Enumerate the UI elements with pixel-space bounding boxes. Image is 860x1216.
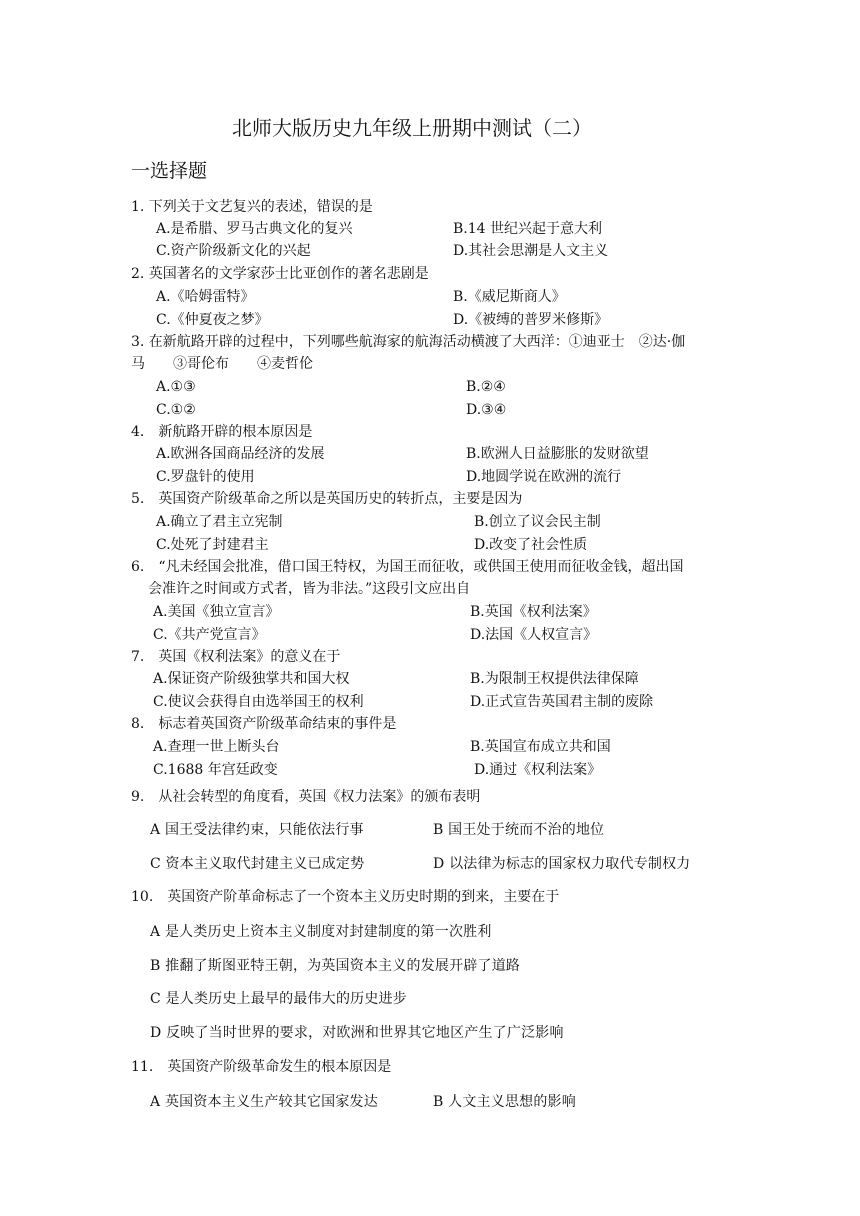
q4-option-c: C.罗盘针的使用 — [156, 469, 255, 485]
q6-option-d: D.法国《人权宣言》 — [470, 627, 598, 643]
q8-option-b: B.英国宣布成立共和国 — [470, 739, 611, 755]
q5-option-c: C.处死了封建君主 — [156, 537, 269, 553]
question-6-stem-line2: 会准许之时间或方式者，皆为非法。”这段引文应出自 — [148, 581, 471, 597]
q2-option-d: D.《被缚的普罗米修斯》 — [453, 312, 609, 328]
q9-option-c: C 资本主义取代封建主义已成定势 — [150, 856, 365, 872]
question-9-stem: 9. 从社会转型的角度看，英国《权力法案》的颁布表明 — [131, 789, 481, 805]
q5-option-a: A.确立了君主立宪制 — [156, 514, 283, 530]
q9-option-b: B 国王处于统而不治的地位 — [433, 822, 605, 838]
q4-option-d: D.地圆学说在欧洲的流行 — [466, 469, 622, 485]
q9-option-d: D 以法律为标志的国家权力取代专制权力 — [433, 856, 691, 872]
q3-option-b: B.②④ — [466, 379, 506, 395]
q1-option-c: C.资产阶级新文化的兴起 — [156, 243, 311, 259]
q1-option-d: D.其社会思潮是人文主义 — [453, 243, 609, 259]
q10-option-a: A 是人类历史上资本主义制度对封建制度的第一次胜利 — [150, 924, 492, 940]
q11-option-b: B 人文主义思想的影响 — [433, 1094, 576, 1110]
q2-option-b: B.《威尼斯商人》 — [453, 289, 566, 305]
q2-option-c: C.《仲夏夜之梦》 — [156, 312, 269, 328]
q10-option-c: C 是人类历史上最早的最伟大的历史进步 — [150, 991, 407, 1007]
q3-option-d: D.③④ — [466, 402, 507, 418]
exam-title: 北师大版历史九年级上册期中测试（二） — [232, 116, 592, 140]
question-10-stem: 10. 英国资产阶革命标志了一个资本主义历史时期的到来，主要在于 — [131, 889, 560, 905]
q8-option-c: C.1688 年宫廷政变 — [153, 762, 278, 778]
q5-option-b: B.创立了议会民主制 — [474, 514, 601, 530]
q7-option-b: B.为限制王权提供法律保障 — [470, 671, 639, 687]
question-11-stem: 11. 英国资产阶级革命发生的根本原因是 — [131, 1059, 392, 1075]
q2-option-a: A.《哈姆雷特》 — [156, 289, 255, 305]
question-7-stem: 7. 英国《权利法案》的意义在于 — [131, 649, 341, 665]
q3-option-c: C.①② — [156, 402, 196, 418]
q3-option-a: A.①③ — [156, 379, 196, 395]
q7-option-a: A.保证资产阶级独掌共和国大权 — [153, 671, 350, 687]
q4-option-b: B.欧洲人日益膨胀的发财欲望 — [466, 446, 649, 462]
q6-option-b: B.英国《权利法案》 — [470, 604, 597, 620]
q4-option-a: A.欧洲各国商品经济的发展 — [156, 446, 325, 462]
q5-option-d: D.改变了社会性质 — [474, 537, 588, 553]
question-1-stem: 1. 下列关于文艺复兴的表述，错误的是 — [131, 199, 373, 215]
section-heading: 一选择题 — [131, 160, 208, 182]
question-4-stem: 4. 新航路开辟的根本原因是 — [131, 424, 313, 440]
q6-option-a: A.美国《独立宣言》 — [153, 604, 280, 620]
question-6-stem-line1: 6. “凡未经国会批准，借口国王特权，为国王而征收，或供国王使用而征收金钱，超出国 — [131, 559, 684, 575]
q10-option-d: D 反映了当时世界的要求，对欧洲和世界其它地区产生了广泛影响 — [150, 1025, 564, 1041]
q10-option-b: B 推翻了斯图亚特王朝，为英国资本主义的发展开辟了道路 — [150, 958, 521, 974]
q8-option-a: A.查理一世上断头台 — [153, 739, 280, 755]
question-3-stem-line2: 马 ③哥伦布 ④麦哲伦 — [131, 356, 313, 372]
q7-option-c: C.使议会获得自由选举国王的权利 — [153, 694, 364, 710]
question-2-stem: 2. 英国著名的文学家莎士比亚创作的著名悲剧是 — [131, 266, 429, 282]
q9-option-a: A 国王受法律约束，只能依法行事 — [150, 822, 364, 838]
q1-option-a: A.是希腊、罗马古典文化的复兴 — [156, 221, 353, 237]
q7-option-d: D.正式宣告英国君主制的废除 — [470, 694, 654, 710]
question-5-stem: 5. 英国资产阶级革命之所以是英国历史的转折点，主要是因为 — [131, 491, 523, 507]
q8-option-d: D.通过《权利法案》 — [474, 762, 602, 778]
q11-option-a: A 英国资本主义生产较其它国家发达 — [150, 1094, 378, 1110]
q1-option-b: B.14 世纪兴起于意大利 — [453, 221, 603, 237]
question-3-stem-line1: 3. 在新航路开辟的过程中，下列哪些航海家的航海活动横渡了大西洋：①迪亚士 ②达·伽 — [131, 334, 686, 350]
question-8-stem: 8. 标志着英国资产阶级革命结束的事件是 — [131, 716, 397, 732]
q6-option-c: C.《共产党宣言》 — [153, 627, 266, 643]
